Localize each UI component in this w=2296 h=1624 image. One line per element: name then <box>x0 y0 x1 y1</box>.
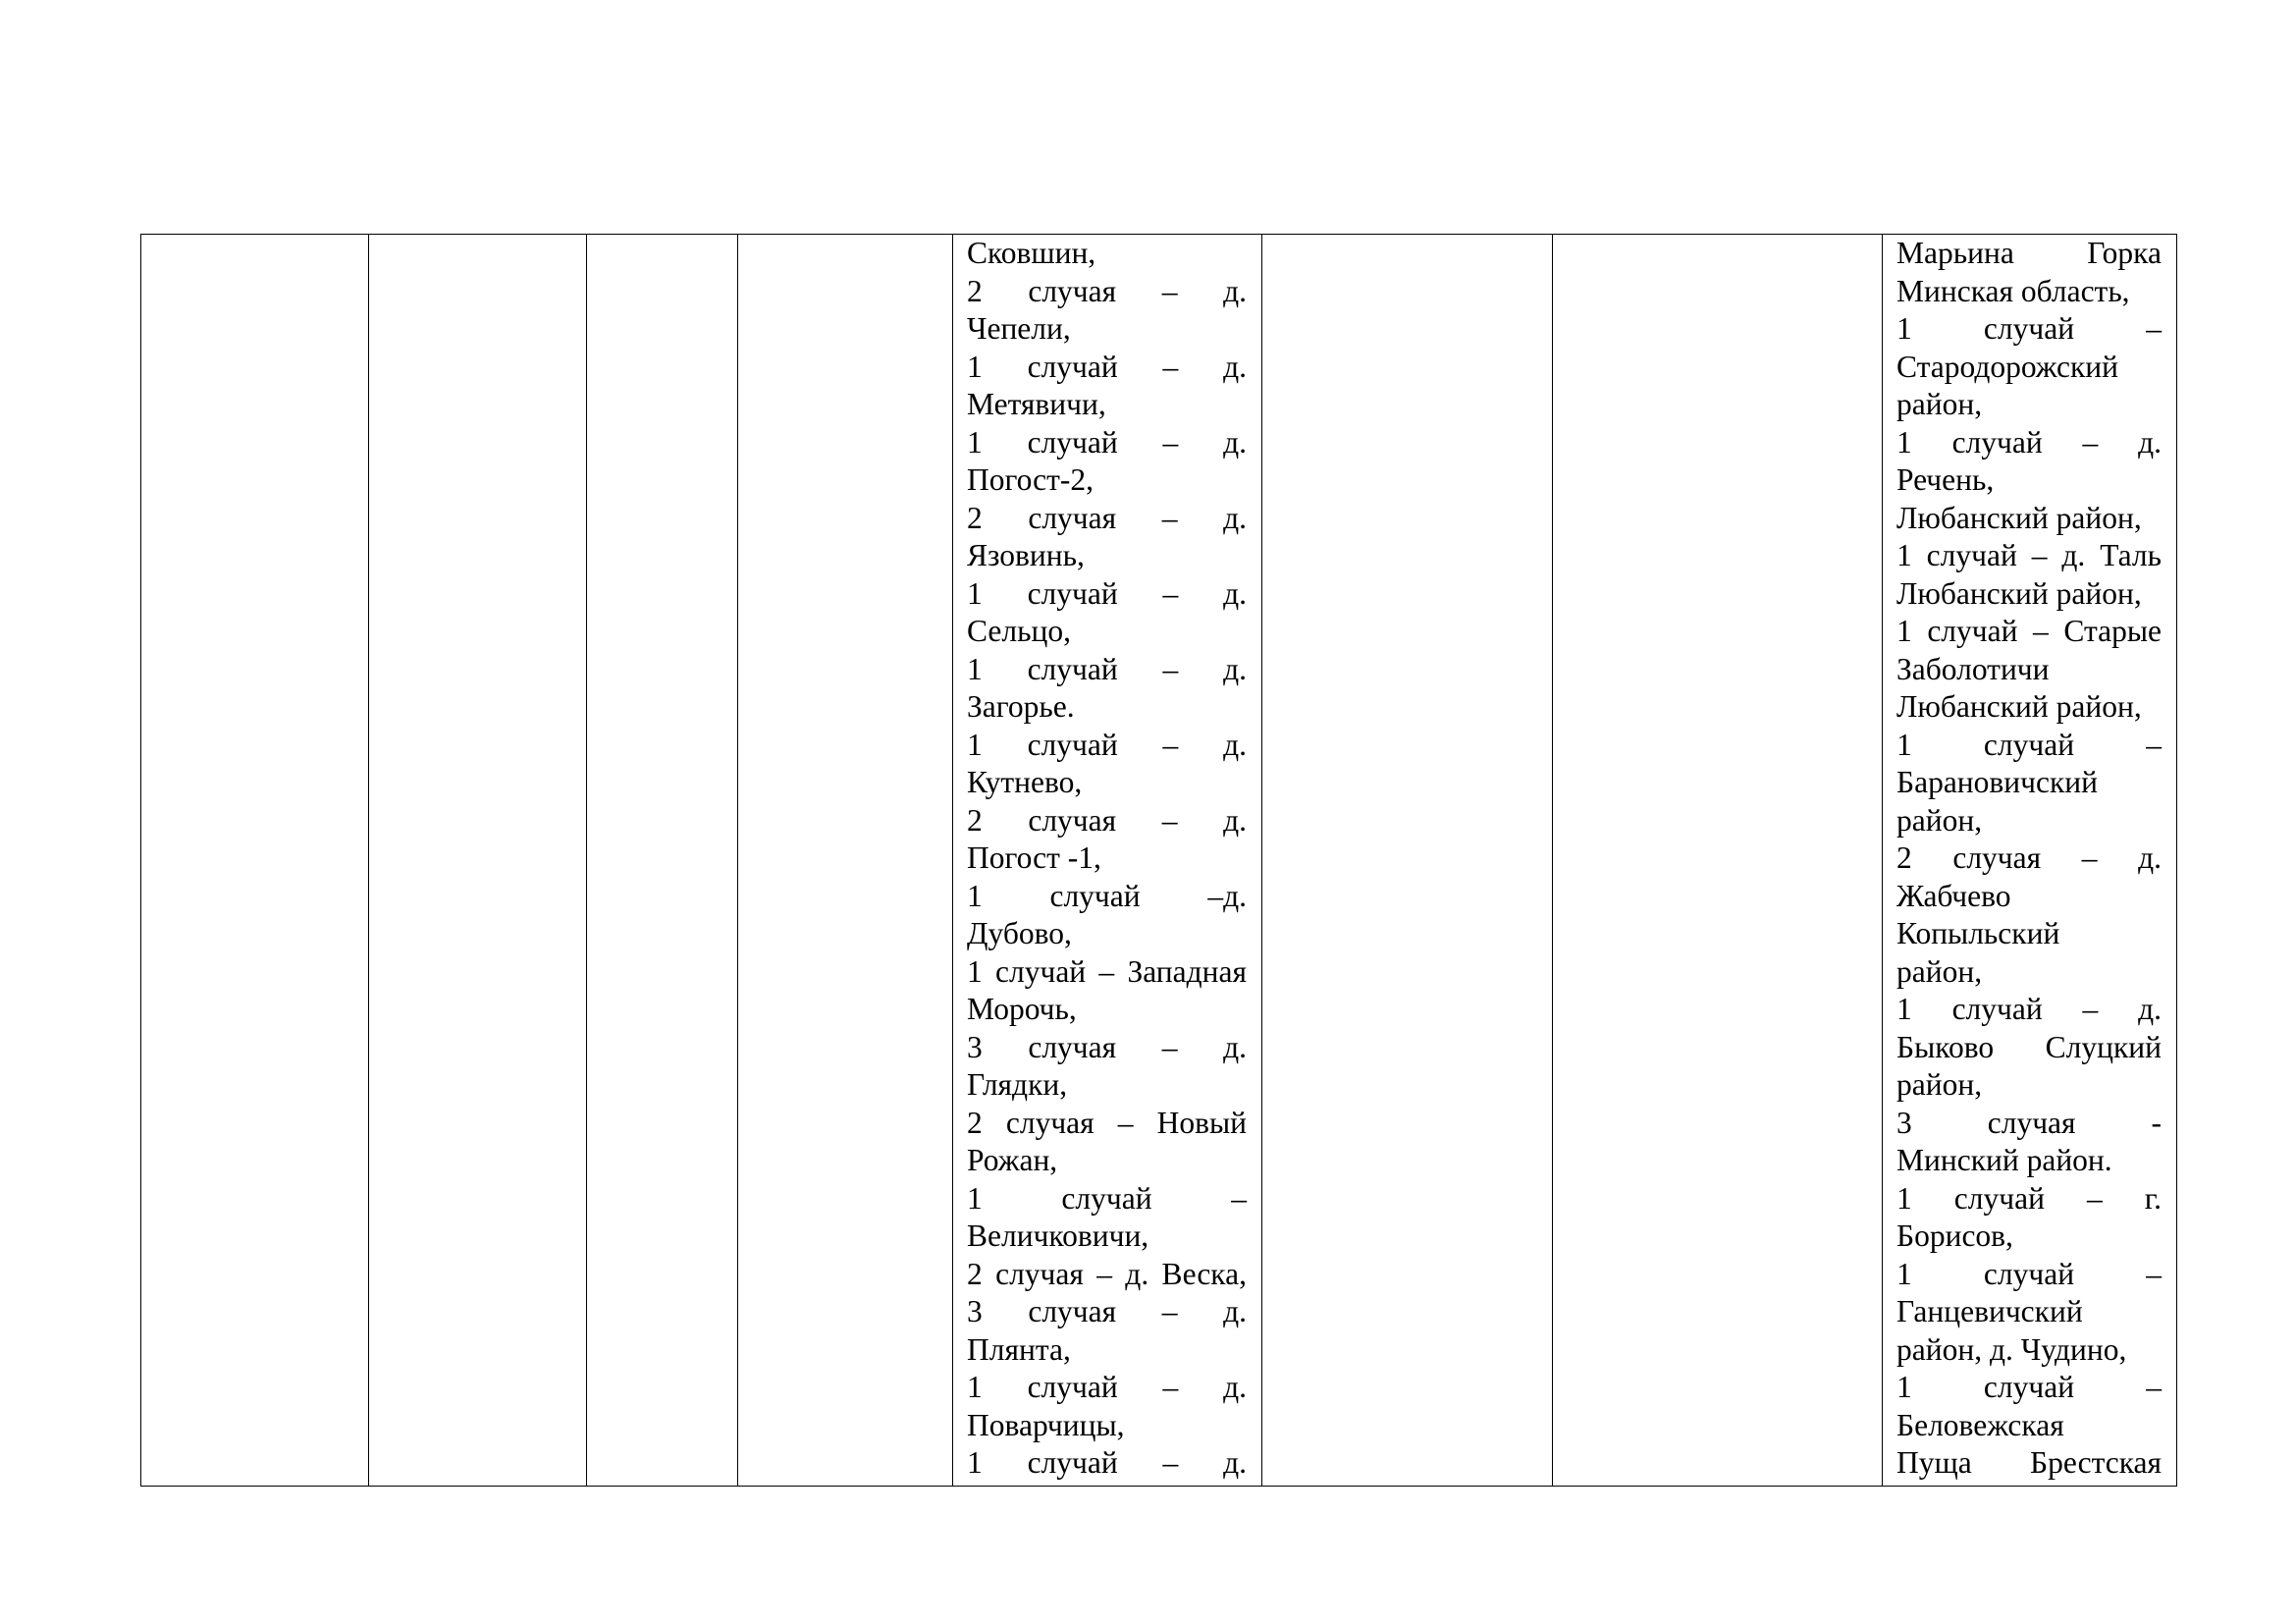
case-region-line: 1 случай – Старые <box>1896 614 2162 648</box>
case-location-line: 1 случай – д. <box>967 1445 1247 1480</box>
case-location-line: 1 случай – д. <box>967 1370 1247 1404</box>
case-location-line: 1 случай – д. <box>967 651 1247 686</box>
table-cell-col-3 <box>587 235 738 1487</box>
case-location-line: 3 случая – д. <box>967 1029 1247 1064</box>
case-location-line: 2 случая – д. Веска, <box>967 1256 1247 1291</box>
case-location-line: 2 случая – д. <box>967 500 1247 535</box>
case-location-line: Метявичи, <box>967 387 1106 421</box>
case-location-line: Погост-2, <box>967 462 1095 497</box>
case-region-line: 3 случая - <box>1896 1105 2162 1140</box>
case-region-line: Любанский район, <box>1896 689 2142 724</box>
case-location-line: 1 случай – Западная <box>967 953 1247 989</box>
case-region-line: Жабчево <box>1896 878 2011 913</box>
table-cell-col-1 <box>141 235 369 1487</box>
table-cell-col-5 <box>953 235 1262 1487</box>
table-cell-col-8 <box>1883 235 2177 1487</box>
case-region-line: Минская область, <box>1896 273 2130 308</box>
case-location-line: 1 случай – д. <box>967 424 1247 460</box>
case-location-line: 2 случая – д. <box>967 273 1247 308</box>
case-region-line: район, <box>1896 802 1983 838</box>
case-location-line: Чепели, <box>967 311 1071 346</box>
case-location-line: Рожан, <box>967 1143 1058 1177</box>
case-region-line: Заболотичи <box>1896 651 2050 686</box>
case-region-line: Любанский район, <box>1896 500 2142 535</box>
case-region-line: 1 случай – д. Таль <box>1896 538 2162 572</box>
case-location-line: Плянта, <box>967 1331 1071 1367</box>
case-location-line: 1 случай – <box>967 1180 1247 1216</box>
case-location-line: Сковшин, <box>967 236 1096 270</box>
case-region-line: Борисов, <box>1896 1218 2013 1253</box>
case-region-line: Стародорожский <box>1896 349 2119 384</box>
case-region-line: 1 случай – г. <box>1896 1180 2162 1216</box>
case-region-line: Пуща Брестская <box>1896 1445 2162 1480</box>
case-region-line: Быково Слуцкий <box>1896 1029 2162 1064</box>
case-region-line: Копыльский <box>1896 916 2060 950</box>
case-location-line: Поварчицы, <box>967 1407 1125 1442</box>
case-region-line: Речень, <box>1896 462 1995 497</box>
case-region-line: район, д. Чудино, <box>1896 1331 2127 1367</box>
case-location-line: 2 случая – д. <box>967 802 1247 838</box>
case-location-line: Кутнево, <box>967 765 1083 799</box>
case-regions-list <box>1883 235 2176 1486</box>
case-location-line: 1 случай – д. <box>967 349 1247 384</box>
case-region-line: Минский район. <box>1896 1143 2112 1177</box>
case-location-line: Морочь, <box>967 992 1077 1026</box>
case-region-line: Марьина Горка <box>1896 236 2162 270</box>
case-locations-list <box>953 235 1261 1486</box>
case-location-line: 2 случая – Новый <box>967 1105 1247 1140</box>
case-region-line: 1 случай – д. <box>1896 424 2162 460</box>
table-row <box>141 235 2177 1487</box>
table-cell-col-7 <box>1553 235 1883 1487</box>
case-location-line: Язовинь, <box>967 538 1085 572</box>
case-region-line: 2 случая – д. <box>1896 840 2162 875</box>
case-location-line: 1 случай – д. <box>967 727 1247 762</box>
case-region-line: 1 случай – <box>1896 1370 2162 1404</box>
case-region-line: район, <box>1896 387 1983 421</box>
case-region-line: Беловежская <box>1896 1407 2064 1442</box>
case-location-line: 3 случая – д. <box>967 1294 1247 1328</box>
case-location-line: Погост -1, <box>967 840 1101 875</box>
case-location-line: Сельцо, <box>967 614 1071 648</box>
case-region-line: район, <box>1896 953 1983 989</box>
case-region-line: 1 случай – <box>1896 311 2162 346</box>
table-cell-col-2 <box>369 235 587 1487</box>
case-location-line: 1 случай –д. <box>967 878 1247 913</box>
case-region-line: район, <box>1896 1067 1983 1102</box>
case-location-line: Загорье. <box>967 689 1075 724</box>
case-location-line: Дубово, <box>967 916 1072 950</box>
case-region-line: 1 случай – <box>1896 1256 2162 1291</box>
case-location-line: 1 случай – д. <box>967 575 1247 611</box>
continuation-table <box>140 234 2177 1487</box>
case-location-line: Величковичи, <box>967 1218 1149 1253</box>
case-location-line: Глядки, <box>967 1067 1068 1102</box>
case-region-line: 1 случай – д. <box>1896 992 2162 1026</box>
case-region-line: Барановичский <box>1896 765 2098 799</box>
table-cell-col-4 <box>738 235 953 1487</box>
case-region-line: Ганцевичский <box>1896 1294 2083 1328</box>
table-cell-col-6 <box>1262 235 1553 1487</box>
case-region-line: 1 случай – <box>1896 727 2162 762</box>
case-region-line: Любанский район, <box>1896 575 2142 611</box>
